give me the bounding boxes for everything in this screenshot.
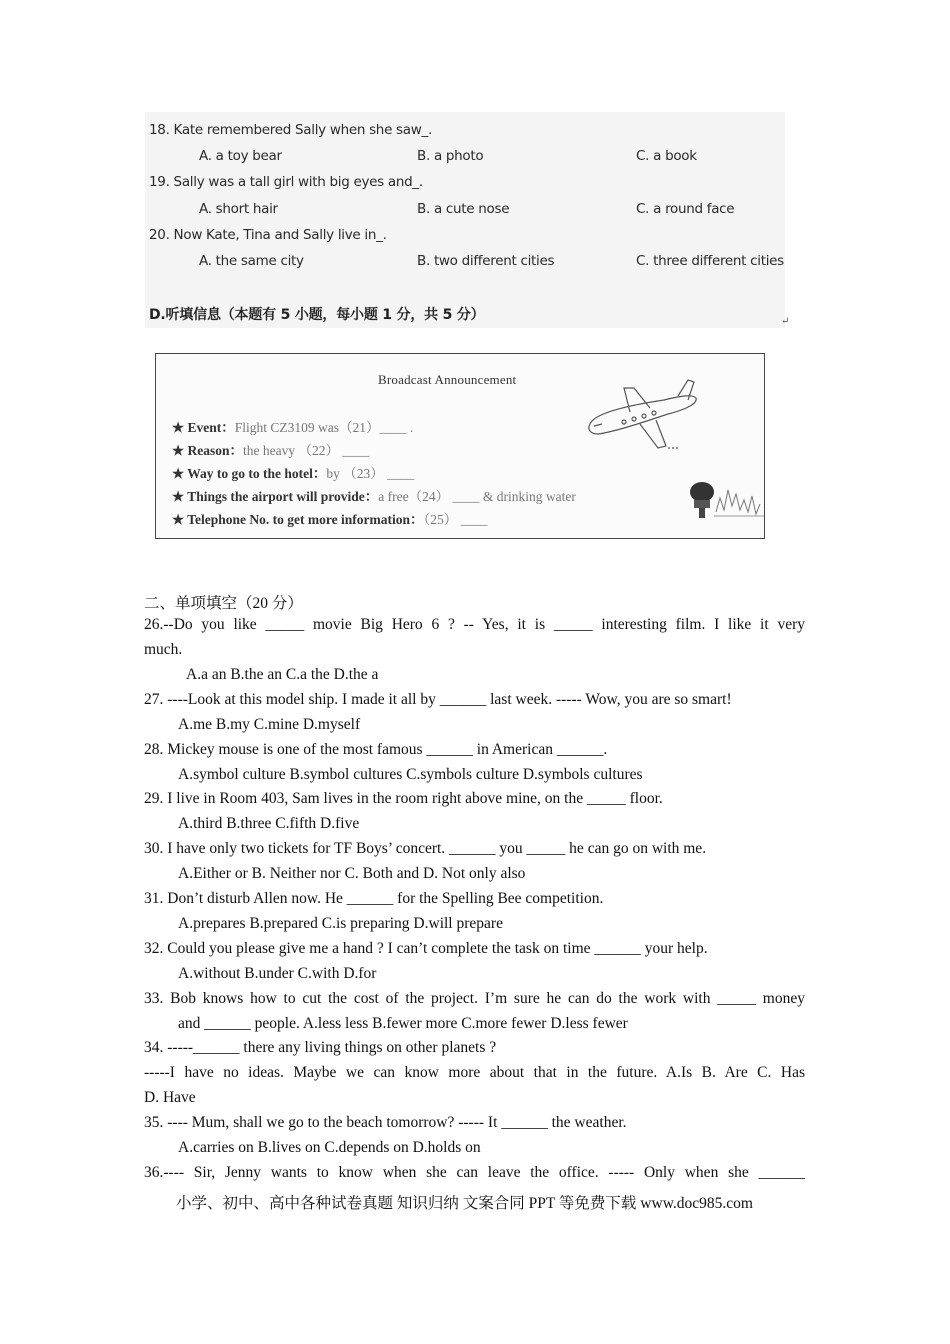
question-36: 36.---- Sir, Jenny wants to know when she can leave the office. ----- Only when she ______ (144, 1164, 805, 1181)
q20-option-b: B. two different cities (417, 253, 555, 269)
question-20: 20. Now Kate, Tina and Sally live in_. (149, 227, 387, 243)
row-text: the heavy （22） ____ (242, 443, 370, 458)
q35-options: A.carries on B.lives on C.depends on D.holds on (178, 1139, 481, 1156)
row-label: ★ Reason： (172, 443, 243, 458)
row-text: Flight CZ3109 was（21）____ . (234, 420, 414, 435)
q18-option-a: A. a toy bear (199, 148, 282, 164)
question-31: 31. Don’t disturb Allen now. He ______ for the Spelling Bee competition. (144, 890, 604, 907)
broadcast-row-things (172, 485, 576, 505)
row-label: ★ Things the airport will provide： (172, 489, 379, 504)
q27-options: A.me B.my C.mine D.myself (178, 716, 361, 733)
q29-options: A.third B.three C.fifth D.five (178, 815, 360, 832)
q19-option-c: C. a round face (636, 201, 735, 217)
return-mark: ↵ (781, 316, 790, 327)
q26-options: A.a an B.the an C.a the D.the a (186, 666, 379, 683)
question-26-continued: much. (144, 641, 183, 658)
q34-option-d: D. Have (144, 1089, 196, 1106)
broadcast-announcement-box (155, 353, 765, 539)
row-text: by （23） ____ (326, 466, 415, 481)
row-text: a free（24） ____ & drinking water (378, 489, 576, 504)
q31-options: A.prepares B.prepared C.is preparing D.will prepare (178, 915, 503, 932)
q18-option-c: C. a book (636, 148, 697, 164)
broadcast-title: Broadcast Announcement (378, 372, 517, 387)
question-29: 29. I live in Room 403, Sam lives in the room right above mine, on the _____ floor. (144, 790, 663, 807)
section-2-heading: 二、单项填空（20 分） (144, 595, 303, 612)
row-label: ★ Telephone No. to get more information： (172, 512, 424, 527)
broadcast-row-event (172, 416, 413, 436)
question-34: 34. -----______ there any living things on other planets ? (144, 1039, 497, 1056)
waiting-room-photo (686, 476, 764, 524)
row-label: ★ Event： (172, 420, 235, 435)
q20-option-a: A. the same city (199, 253, 304, 269)
broadcast-row-way (172, 462, 414, 482)
q32-options: A.without B.under C.with D.for (178, 965, 377, 982)
question-26: 26.--Do you like _____ movie Big Hero 6 ? -- Yes, it is _____ interesting film. I like it very (144, 616, 805, 633)
q20-option-c: C. three different cities (636, 253, 784, 269)
question-32: 32. Could you please give me a hand ? I can’t complete the task on time ______ your help. (144, 940, 708, 957)
broadcast-row-telephone (172, 508, 488, 528)
question-19: 19. Sally was a tall girl with big eyes and_. (149, 174, 423, 190)
airplane-icon (584, 374, 704, 454)
broadcast-row-reason (172, 439, 369, 459)
row-text: （25） ____ (423, 512, 488, 527)
question-27: 27. ----Look at this model ship. I made it all by ______ last week. ----- Wow, you are so smart! (144, 691, 732, 708)
question-34-answer: -----I have no ideas. Maybe we can know more about that in the future. A.Is B. Are C. Has (144, 1064, 805, 1081)
q19-option-a: A. short hair (199, 201, 278, 217)
question-30: 30. I have only two tickets for TF Boys’ concert. ______ you _____ he can go on with me. (144, 840, 707, 857)
question-35: 35. ---- Mum, shall we go to the beach tomorrow? ----- It ______ the weather. (144, 1114, 627, 1131)
listening-questions-scan (145, 112, 790, 328)
q30-options: A.Either or B. Neither nor C. Both and D. Not only also (178, 865, 526, 882)
row-label: ★ Way to go to the hotel： (172, 466, 327, 481)
question-28: 28. Mickey mouse is one of the most famous ______ in American ______. (144, 741, 608, 758)
q18-option-b: B. a photo (417, 148, 484, 164)
q28-options: A.symbol culture B.symbol cultures C.symbols culture D.symbols cultures (178, 766, 643, 783)
q19-option-b: B. a cute nose (417, 201, 510, 217)
question-33: 33. Bob knows how to cut the cost of the project. I’m sure he can do the work with _____ money (144, 990, 805, 1007)
footer-watermark: 小学、初中、高中各种试卷真题 知识归纳 文案合同 PPT 等免费下载 www.doc985.com (176, 1195, 753, 1212)
question-18: 18. Kate remembered Sally when she saw_. (149, 122, 432, 138)
section-d-heading: D.听填信息（本题有 5 小题，每小题 1 分，共 5 分） (149, 307, 485, 323)
question-33-continued: and ______ people. A.less less B.fewer more C.more fewer D.less fewer (178, 1015, 628, 1032)
